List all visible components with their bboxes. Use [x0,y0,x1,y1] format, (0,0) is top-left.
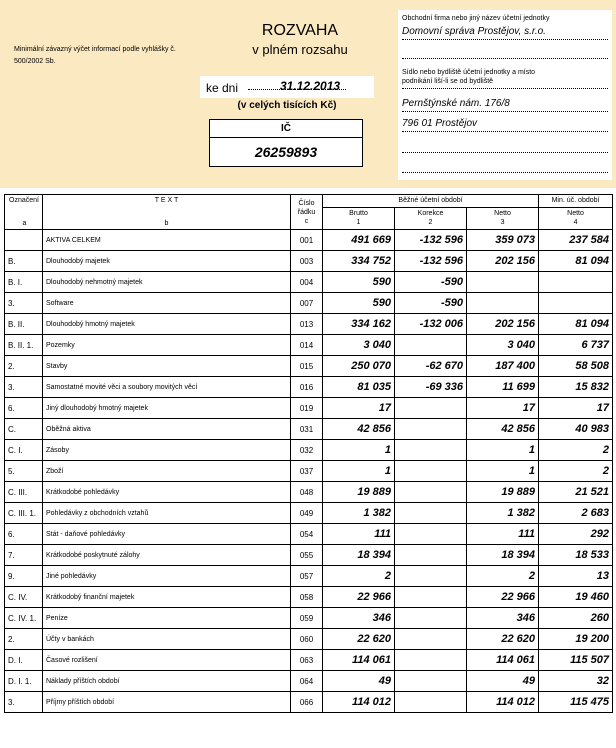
row-korekce: -590 [395,272,467,293]
dotted-line [402,172,608,173]
row-line-number: 059 [291,608,323,629]
row-mark: D. I. [5,650,43,671]
row-netto-previous: 15 832 [539,377,613,398]
table-row [5,524,613,545]
table-row [5,293,613,314]
row-line-number: 003 [291,251,323,272]
table-row [5,398,613,419]
row-brutto: 81 035 [323,377,395,398]
table-row [5,377,613,398]
row-netto: 1 [467,461,539,482]
row-netto-previous: 40 983 [539,419,613,440]
row-text: Krátkodobé pohledávky [43,482,291,503]
row-line-number: 060 [291,629,323,650]
row-line-number: 031 [291,419,323,440]
row-netto-previous: 18 533 [539,545,613,566]
row-brutto: 334 162 [323,314,395,335]
row-brutto: 3 040 [323,335,395,356]
row-korekce: -132 596 [395,251,467,272]
row-korekce: -69 336 [395,377,467,398]
table-row [5,272,613,293]
row-mark: 2. [5,629,43,650]
company-label: Obchodní firma nebo jiný název účetní jednotky [402,15,550,22]
row-mark: 3. [5,377,43,398]
table-row [5,566,613,587]
row-text: Oběžná aktiva [43,419,291,440]
row-line-number: 066 [291,692,323,713]
row-text: Účty v bankách [43,629,291,650]
row-korekce [395,566,467,587]
row-netto-previous: 2 [539,440,613,461]
row-text: Krátkodobý finanční majetek [43,587,291,608]
row-text: Jiné pohledávky [43,566,291,587]
row-brutto: 1 [323,461,395,482]
row-korekce [395,398,467,419]
dotted-line [402,39,608,40]
row-netto: 17 [467,398,539,419]
row-netto: 114 061 [467,650,539,671]
address-label: Sídlo nebo bydliště účetní jednotky a místo podnikání liší-li se od bydliště [402,69,536,85]
row-text: Samostatné movité věci a soubory movitých věcí [43,377,291,398]
row-line-number: 055 [291,545,323,566]
date-box [200,76,374,98]
header-netto-prev-label: Netto [567,210,584,218]
header-mark-sub: a [22,220,27,227]
row-text: Dlouhodobý majetek [43,251,291,272]
row-netto: 11 699 [467,377,539,398]
header-brutto [323,207,395,229]
row-text: Dlouhodobý hmotný majetek [43,314,291,335]
row-mark: D. I. 1. [5,671,43,692]
table-row [5,629,613,650]
row-korekce [395,524,467,545]
row-korekce [395,503,467,524]
row-mark: 3. [5,692,43,713]
row-line-number: 014 [291,335,323,356]
row-netto: 22 966 [467,587,539,608]
row-netto: 202 156 [467,314,539,335]
row-netto-previous: 2 [539,461,613,482]
row-korekce: -132 596 [395,230,467,251]
row-brutto: 346 [323,608,395,629]
row-netto [467,272,539,293]
row-netto-previous [539,293,613,314]
row-line-number: 048 [291,482,323,503]
header-mark-label: Označení [9,197,39,204]
row-netto-previous: 260 [539,608,613,629]
row-korekce [395,671,467,692]
row-netto-previous: 81 094 [539,251,613,272]
row-korekce [395,608,467,629]
header-previous-period: Min. úč. období [539,195,613,208]
company-name: Domovní správa Prostějov, s.r.o. [402,26,546,37]
row-netto: 22 620 [467,629,539,650]
row-netto-previous: 32 [539,671,613,692]
header-text [43,195,291,230]
table-row [5,671,613,692]
table-row [5,545,613,566]
row-netto: 359 073 [467,230,539,251]
row-line-number: 032 [291,440,323,461]
row-netto: 19 889 [467,482,539,503]
row-text: Zásoby [43,440,291,461]
balance-sheet-table [4,194,613,713]
row-line-number: 057 [291,566,323,587]
row-line-number: 049 [291,503,323,524]
date-value: 31.12.2013 [280,79,341,93]
row-brutto: 114 012 [323,692,395,713]
row-brutto: 111 [323,524,395,545]
row-netto-previous: 81 094 [539,314,613,335]
row-netto: 18 394 [467,545,539,566]
header-korekce-label: Korekce [417,210,444,218]
table-row [5,461,613,482]
row-netto-previous: 19 200 [539,629,613,650]
row-mark: 6. [5,398,43,419]
row-line-number: 064 [291,671,323,692]
table-row [5,356,613,377]
row-netto-previous: 58 508 [539,356,613,377]
row-mark: B. II. 1. [5,335,43,356]
row-text: Dlouhodobý nehmotný majetek [43,272,291,293]
row-korekce [395,692,467,713]
row-mark [5,230,43,251]
table-row [5,608,613,629]
table-row [5,482,613,503]
header-brutto-number: 1 [356,219,361,227]
row-netto-previous: 115 475 [539,692,613,713]
row-line-number: 016 [291,377,323,398]
row-netto-previous: 13 [539,566,613,587]
row-netto-previous: 237 584 [539,230,613,251]
row-brutto: 1 382 [323,503,395,524]
header-line-sub: c [304,217,309,225]
row-korekce: -132 006 [395,314,467,335]
table-row [5,335,613,356]
row-korekce [395,461,467,482]
row-mark: B. [5,251,43,272]
dotted-line [402,58,608,59]
header-netto-prev [539,207,613,229]
row-netto [467,293,539,314]
row-netto-previous: 115 507 [539,650,613,671]
ic-label: IČ [210,120,362,138]
dotted-line [402,88,608,89]
row-mark: C. IV. 1. [5,608,43,629]
row-korekce [395,419,467,440]
row-netto-previous: 292 [539,524,613,545]
row-brutto: 49 [323,671,395,692]
row-mark: C. IV. [5,587,43,608]
row-netto: 202 156 [467,251,539,272]
header-netto-prev-number: 4 [573,219,578,227]
row-text: Peníze [43,608,291,629]
row-text: Náklady příštích období [43,671,291,692]
row-netto: 49 [467,671,539,692]
row-netto-previous: 21 521 [539,482,613,503]
dotted-line [402,131,608,132]
table-row [5,230,613,251]
header-netto-number: 3 [500,219,505,227]
row-text: AKTIVA CELKEM [43,230,291,251]
row-brutto: 18 394 [323,545,395,566]
row-line-number: 015 [291,356,323,377]
header-text-label: T E X T [154,197,179,204]
row-netto: 1 [467,440,539,461]
row-netto: 187 400 [467,356,539,377]
row-mark: 3. [5,293,43,314]
row-netto-previous: 17 [539,398,613,419]
header-netto [467,207,539,229]
street-address: Pernštýnské nám. 176/8 [402,98,510,109]
header-korekce [395,207,467,229]
row-text: Pozemky [43,335,291,356]
row-line-number: 019 [291,398,323,419]
form-header [0,0,616,188]
row-brutto: 114 061 [323,650,395,671]
company-info-box [398,10,612,180]
row-netto: 111 [467,524,539,545]
row-brutto: 22 966 [323,587,395,608]
row-line-number: 037 [291,461,323,482]
row-brutto: 42 856 [323,419,395,440]
row-mark: B. I. [5,272,43,293]
table-row [5,440,613,461]
row-line-number: 054 [291,524,323,545]
row-line-number: 063 [291,650,323,671]
row-text: Krátkodobé poskytnuté zálohy [43,545,291,566]
header-line-label: Číslo řádku [297,199,316,216]
row-mark: 6. [5,524,43,545]
row-netto-previous: 6 737 [539,335,613,356]
header-current-period: Běžné účetní období [323,195,539,208]
row-netto: 2 [467,566,539,587]
header-mark [5,195,43,230]
row-korekce [395,629,467,650]
row-netto-previous [539,272,613,293]
legal-note: Minimální závazný výčet informací podle vyhlášky č. 500/2002 Sb. [14,46,176,65]
row-text: Příjmy příštích období [43,692,291,713]
ic-value: 26259893 [254,144,318,160]
row-netto-previous: 2 683 [539,503,613,524]
table-body [5,230,613,713]
row-line-number: 004 [291,272,323,293]
row-netto: 1 382 [467,503,539,524]
row-text: Časové rozlišení [43,650,291,671]
table-row [5,314,613,335]
row-mark: 9. [5,566,43,587]
table-row [5,650,613,671]
row-korekce [395,650,467,671]
row-brutto: 590 [323,293,395,314]
row-brutto: 334 752 [323,251,395,272]
row-text: Pohledávky z obchodních vztahů [43,503,291,524]
header-korekce-number: 2 [428,219,433,227]
row-brutto: 590 [323,272,395,293]
row-mark: B. II. [5,314,43,335]
table-row [5,692,613,713]
row-netto: 346 [467,608,539,629]
row-text: Zboží [43,461,291,482]
row-text: Stát - daňové pohledávky [43,524,291,545]
document-title: ROZVAHA [261,22,339,39]
row-mark: C. [5,419,43,440]
dotted-line [402,111,608,112]
row-netto: 114 012 [467,692,539,713]
units-note: (v celých tisících Kč) [237,100,337,111]
ic-box [209,119,363,167]
row-brutto: 2 [323,566,395,587]
row-mark: C. III. [5,482,43,503]
row-korekce [395,545,467,566]
row-brutto: 250 070 [323,356,395,377]
row-korekce: -590 [395,293,467,314]
row-brutto: 17 [323,398,395,419]
row-mark: 7. [5,545,43,566]
row-mark: C. I. [5,440,43,461]
row-netto: 42 856 [467,419,539,440]
date-label: ke dni [206,81,239,95]
row-brutto: 491 669 [323,230,395,251]
table-row [5,587,613,608]
header-brutto-label: Brutto [349,210,368,218]
row-mark: 5. [5,461,43,482]
row-mark: 2. [5,356,43,377]
row-brutto: 19 889 [323,482,395,503]
row-line-number: 007 [291,293,323,314]
document-subtitle: v plném rozsahu [252,42,348,57]
row-text: Jiný dlouhodobý hmotný majetek [43,398,291,419]
row-line-number: 013 [291,314,323,335]
row-line-number: 058 [291,587,323,608]
row-korekce [395,587,467,608]
header-netto-label: Netto [494,210,511,218]
table-row [5,419,613,440]
row-netto: 3 040 [467,335,539,356]
dotted-line [402,152,608,153]
row-korekce [395,335,467,356]
header-line [291,195,323,230]
row-text: Software [43,293,291,314]
city-address: 796 01 Prostějov [402,118,478,129]
row-korekce [395,440,467,461]
row-korekce: -62 670 [395,356,467,377]
row-netto-previous: 19 460 [539,587,613,608]
row-brutto: 22 620 [323,629,395,650]
row-line-number: 001 [291,230,323,251]
row-brutto: 1 [323,440,395,461]
row-korekce [395,482,467,503]
table-row [5,251,613,272]
header-text-sub: b [164,220,169,227]
row-text: Stavby [43,356,291,377]
table-row [5,503,613,524]
row-mark: C. III. 1. [5,503,43,524]
